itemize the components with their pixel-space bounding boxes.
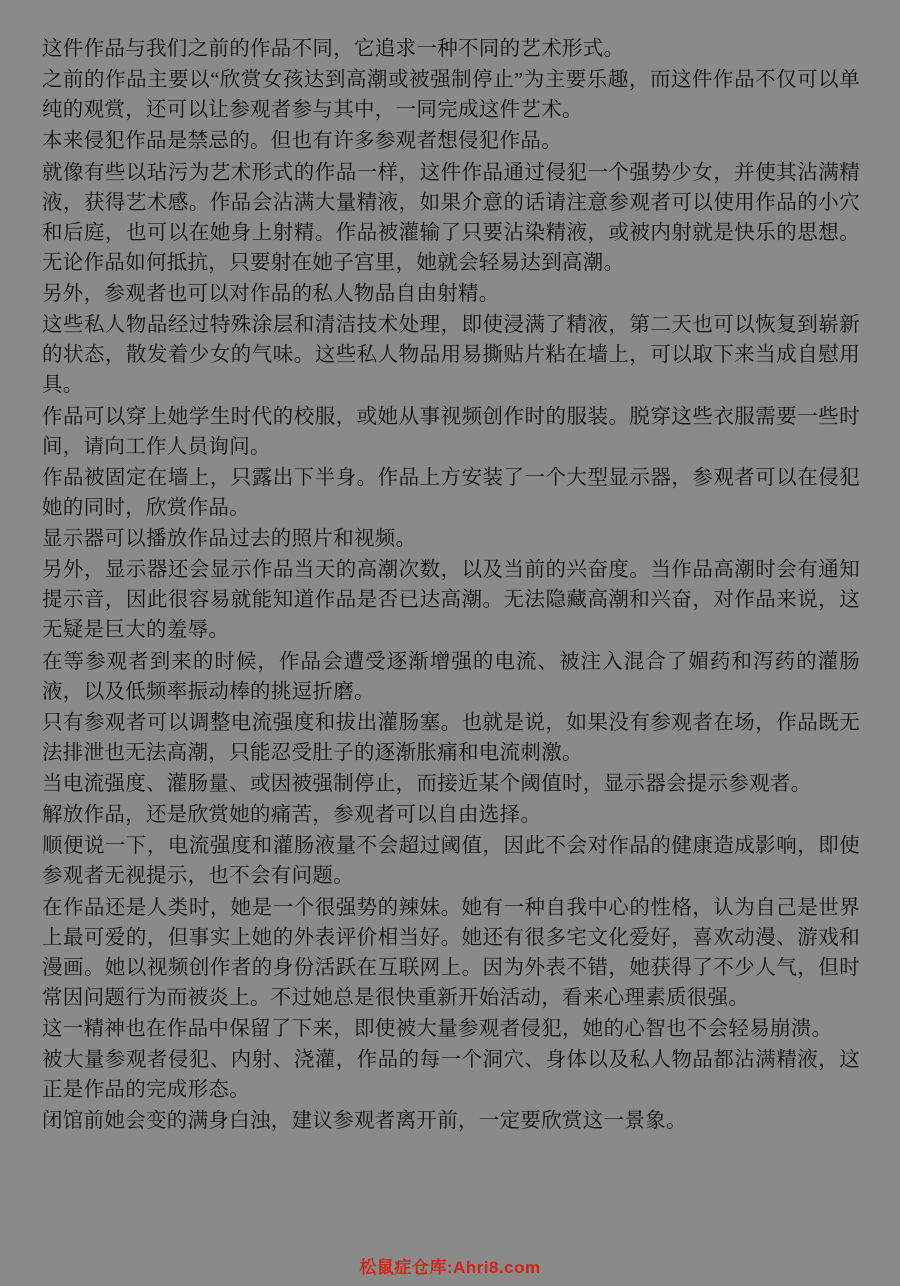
paragraph: 这件作品与我们之前的作品不同，它追求一种不同的艺术形式。 xyxy=(42,38,625,60)
paragraph: 就像有些以玷污为艺术形式的作品一样，这件作品通过侵犯一个强势少女，并使其沾满精液，获得艺术感。作品会沾满大量精液，如果介意的话请注意参观者可以使用作品的小穴和后庭，也可以在她身上射精。作品被灌输了只要沾染精液，或被内射就是快乐的思想。无论作品如何抵抗，只要射在她子宫里，她就会轻易达到高潮。 xyxy=(42,161,860,274)
paragraph: 作品可以穿上她学生时代的校服，或她从事视频创作时的服装。脱穿这些衣服需要一些时间，请向工作人员询问。 xyxy=(42,405,860,458)
paragraph: 在作品还是人类时，她是一个很强势的辣妹。她有一种自我中心的性格，认为自己是世界上最可爱的，但事实上她的外表评价相当好。她还有很多宅文化爱好，喜欢动漫、游戏和漫画。她以视频创作者的身份活跃在互联网上。因为外表不错，她获得了不少人气，但时常因问题行为而被炎上。不过她总是很快重新开始活动，看来心理素质很强。 xyxy=(42,896,860,1009)
paragraph: 另外，参观者也可以对作品的私人物品自由射精。 xyxy=(42,283,500,305)
paragraph: 解放作品，还是欣赏她的痛苦，参观者可以自由选择。 xyxy=(42,804,542,827)
watermark-text: 松鼠症仓库:Ahri8.com xyxy=(359,1258,541,1277)
watermark-footer xyxy=(0,1253,900,1278)
paragraph: 这一精神也在作品中保留了下来，即使被大量参观者侵犯，她的心智也不会轻易崩溃。 xyxy=(42,1018,833,1040)
paragraph: 本来侵犯作品是禁忌的。但也有许多参观者想侵犯作品。 xyxy=(42,130,562,153)
paragraph: 这些私人物品经过特殊涂层和清洁技术处理，即使浸满了精液，第二天也可以恢复到崭新的状态，散发着少女的气味。这些私人物品用易撕贴片粘在墙上，可以取下来当成自慰用具。 xyxy=(42,314,860,397)
paragraph: 作品被固定在墙上，只露出下半身。作品上方安装了一个大型显示器，参观者可以在侵犯她的同时，欣赏作品。 xyxy=(42,466,860,519)
paragraph: 顺便说一下，电流强度和灌肠液量不会超过阈值，因此不会对作品的健康造成影响，即使参观者无视提示，也不会有问题。 xyxy=(42,835,860,888)
paragraph: 只有参观者可以调整电流强度和拔出灌肠塞。也就是说，如果没有参观者在场，作品既无法排泄也无法高潮，只能忍受肚子的逐渐胀痛和电流刺激。 xyxy=(42,711,860,764)
paragraph: 闭馆前她会变的满身白浊，建议参观者离开前，一定要欣赏这一景象。 xyxy=(42,1110,687,1133)
paragraph: 当电流强度、灌肠量、或因被强制停止，而接近某个阈值时，显示器会提示参观者。 xyxy=(42,773,812,795)
paragraph: 另外，显示器还会显示作品当天的高潮次数，以及当前的兴奋度。当作品高潮时会有通知提示音，因此很容易就能知道作品是否已达高潮。无法隐藏高潮和兴奋，对作品来说，这无疑是巨大的羞辱。 xyxy=(42,559,860,642)
paragraph: 显示器可以播放作品过去的照片和视频。 xyxy=(42,528,417,550)
paragraph: 之前的作品主要以“欣赏女孩达到高潮或被强制停止”为主要乐趣，而这件作品不仅可以单纯的观赏，还可以让参观者参与其中，一同完成这件艺术。 xyxy=(42,69,860,122)
paragraph: 被大量参观者侵犯、内射、浇灌，作品的每一个洞穴、身体以及私人物品都沾满精液，这正是作品的完成形态。 xyxy=(42,1049,860,1102)
paragraph: 在等参观者到来的时候，作品会遭受逐渐增强的电流、被注入混合了媚药和泻药的灌肠液，以及低频率振动棒的挑逗折磨。 xyxy=(42,650,860,703)
document-body xyxy=(42,34,860,1137)
